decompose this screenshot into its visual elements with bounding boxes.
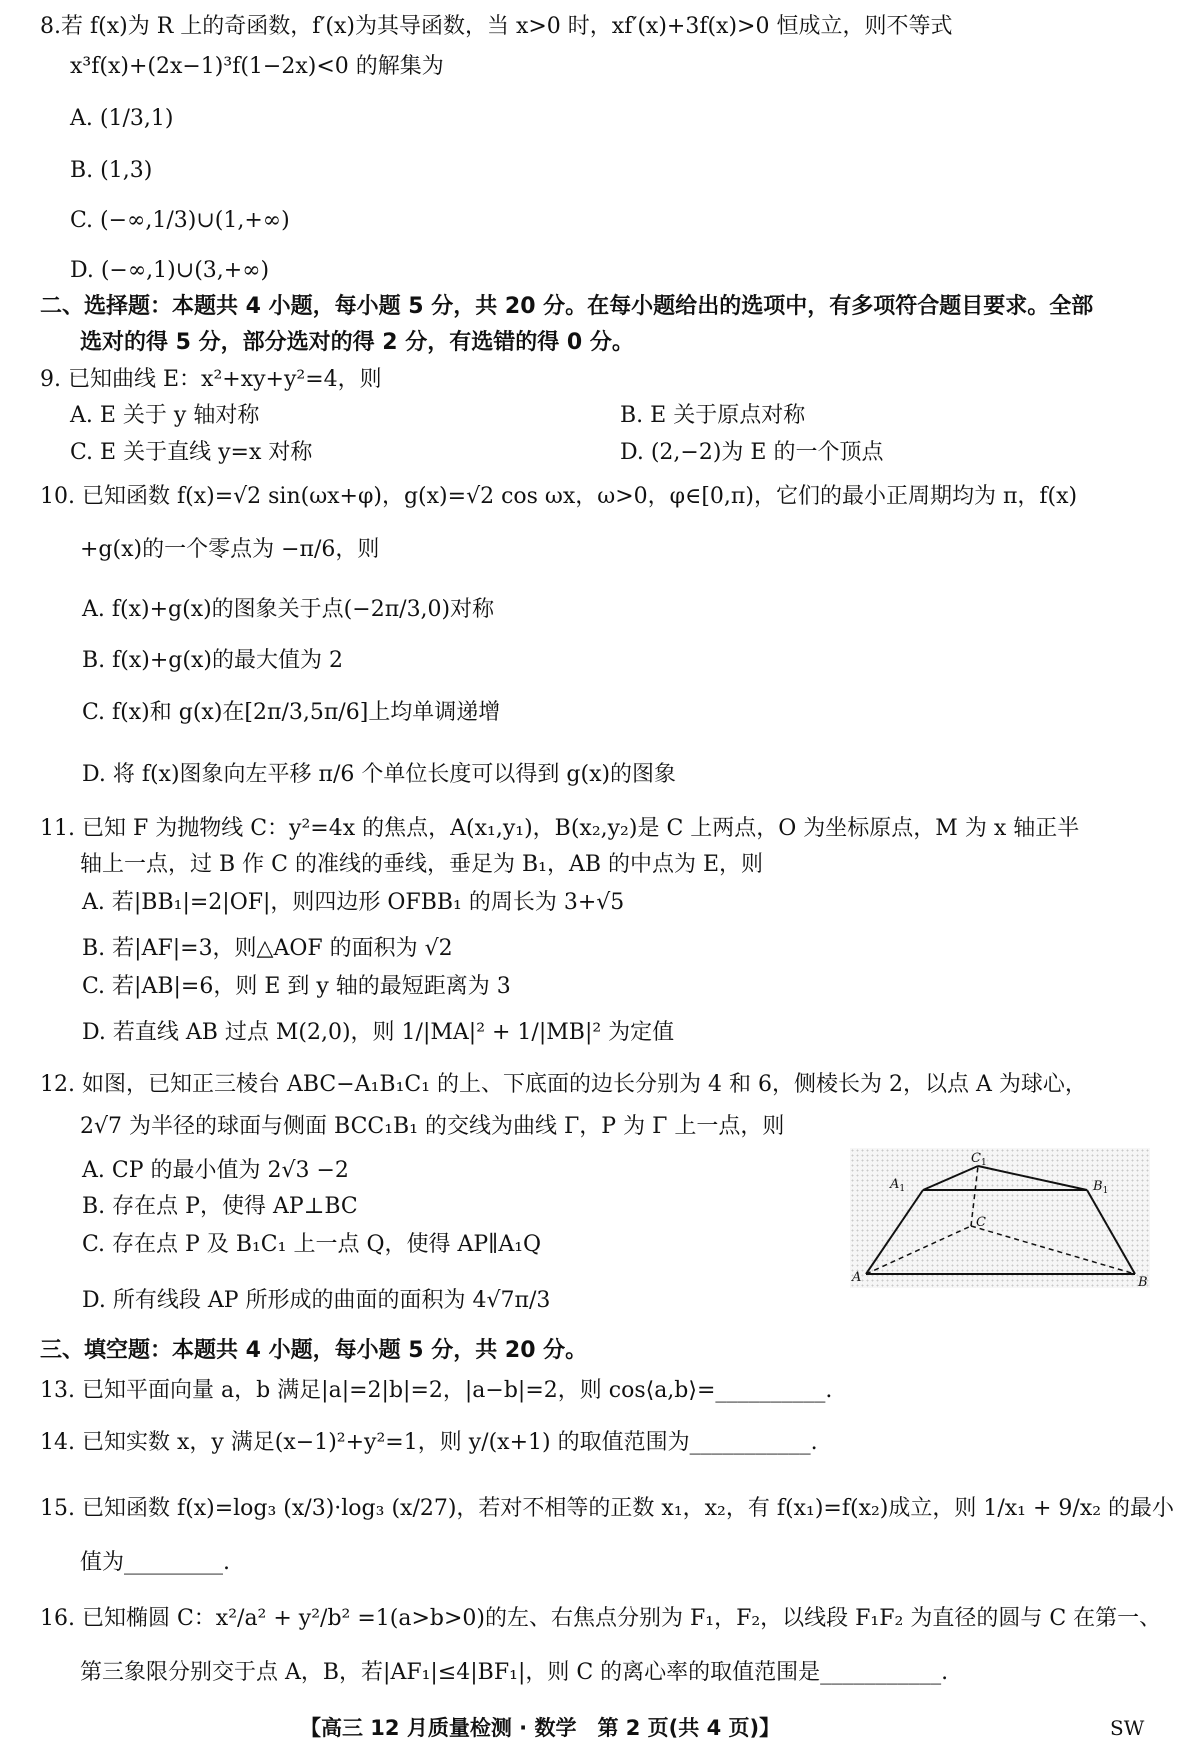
- q12-option-a: A. CP 的最小值为 2√3 −2: [82, 1158, 349, 1183]
- q11-option-d: D. 若直线 AB 过点 M(2,0)，则 1/|MA|² + 1/|MB|² 为定值: [82, 1020, 675, 1045]
- q11-stem-line2: 轴上一点，过 B 作 C 的准线的垂线，垂足为 B₁，AB 的中点为 E，则: [80, 852, 764, 877]
- q8-option-c: C. (−∞,1/3)∪(1,+∞): [70, 208, 290, 233]
- label-a: A: [852, 1270, 862, 1285]
- q12-stem-line2: 2√7 为半径的球面与侧面 BCC₁B₁ 的交线为曲线 Γ，P 为 Γ 上一点，则: [80, 1114, 785, 1139]
- q12-option-c: C. 存在点 P 及 B₁C₁ 上一点 Q，使得 AP∥A₁Q: [82, 1232, 542, 1257]
- q16-line2: 第三象限分别交于点 A，B，若|AF₁|≤4|BF₁|，则 C 的离心率的取值范围是___________.: [80, 1660, 949, 1685]
- q9-option-a: A. E 关于 y 轴对称: [70, 403, 260, 428]
- q8-option-a: A. (1/3,1): [70, 106, 174, 131]
- footer-code: SW: [1110, 1716, 1145, 1740]
- q14: 14. 已知实数 x，y 满足(x−1)²+y²=1，则 y/(x+1) 的取值范围为___________.: [40, 1430, 818, 1455]
- q9-option-c: C. E 关于直线 y=x 对称: [70, 440, 313, 465]
- q15-line2: 值为_________.: [80, 1550, 230, 1575]
- q12-option-b: B. 存在点 P，使得 AP⊥BC: [82, 1194, 358, 1219]
- q8-stem-line1: 8.若 f(x)为 R 上的奇函数，f′(x)为其导函数，当 x>0 时，xf′(x)+3f(x)>0 恒成立，则不等式: [40, 14, 953, 39]
- q9-stem: 9. 已知曲线 E：x²+xy+y²=4，则: [40, 367, 382, 392]
- q12-option-d: D. 所有线段 AP 所形成的曲面的面积为 4√7π/3: [82, 1288, 551, 1313]
- q10-option-c: C. f(x)和 g(x)在[2π/3,5π/6]上均单调递增: [82, 700, 501, 725]
- q13: 13. 已知平面向量 a，b 满足|a|=2|b|=2，|a−b|=2，则 cos⟨a,b⟩=__________.: [40, 1378, 833, 1403]
- q11-option-a: A. 若|BB₁|=2|OF|，则四边形 OFBB₁ 的周长为 3+√5: [82, 890, 625, 915]
- q11-option-b: B. 若|AF|=3，则△AOF 的面积为 √2: [82, 936, 453, 961]
- q8-option-b: B. (1,3): [70, 158, 153, 183]
- q9-option-d: D. (2,−2)为 E 的一个顶点: [620, 440, 884, 465]
- page-footer: 【高三 12 月质量检测 · 数学 第 2 页(共 4 页)】: [300, 1716, 781, 1740]
- q10-option-b: B. f(x)+g(x)的最大值为 2: [82, 648, 343, 673]
- section2-heading-line2: 选对的得 5 分，部分选对的得 2 分，有选错的得 0 分。: [80, 330, 634, 355]
- q12-stem-line1: 12. 如图，已知正三棱台 ABC−A₁B₁C₁ 的上、下底面的边长分别为 4 和 6，侧棱长为 2，以点 A 为球心，: [40, 1072, 1087, 1097]
- q8-stem-line2: x³f(x)+(2x−1)³f(1−2x)<0 的解集为: [70, 54, 444, 79]
- label-b: B: [1138, 1275, 1148, 1288]
- q11-option-c: C. 若|AB|=6，则 E 到 y 轴的最短距离为 3: [82, 974, 511, 999]
- q16-line1: 16. 已知椭圆 C：x²/a² + y²/b² =1(a>b>0)的左、右焦点分别为 F₁，F₂，以线段 F₁F₂ 为直径的圆与 C 在第一、: [40, 1606, 1162, 1631]
- label-b1: $B_1$: [1093, 1179, 1109, 1196]
- section3-heading: 三、填空题：本题共 4 小题，每小题 5 分，共 20 分。: [40, 1338, 588, 1363]
- q9-option-b: B. E 关于原点对称: [620, 403, 806, 428]
- q15-line1: 15. 已知函数 f(x)=log₃ (x/3)·log₃ (x/27)，若对不相等的正数 x₁，x₂，有 f(x₁)=f(x₂)成立，则 1/x₁ + 9/x₂ 的最小: [40, 1496, 1175, 1521]
- q10-option-d: D. 将 f(x)图象向左平移 π/6 个单位长度可以得到 g(x)的图象: [82, 762, 677, 787]
- label-c: C: [976, 1215, 986, 1230]
- q11-stem-line1: 11. 已知 F 为抛物线 C：y²=4x 的焦点，A(x₁,y₁)，B(x₂,y₂)是 C 上两点，O 为坐标原点，M 为 x 轴正半: [40, 816, 1080, 841]
- q10-option-a: A. f(x)+g(x)的图象关于点(−2π/3,0)对称: [82, 597, 495, 622]
- q10-stem-line1: 10. 已知函数 f(x)=√2 sin(ωx+φ)，g(x)=√2 cos ωx，ω>0，φ∈[0,π)，它们的最小正周期均为 π，f(x): [40, 484, 1078, 509]
- section2-heading-line1: 二、选择题：本题共 4 小题，每小题 5 分，共 20 分。在每小题给出的选项中，有多项符合题目要求。全部: [40, 294, 1094, 319]
- frustum-figure: [850, 1148, 1150, 1288]
- label-a1: $A_1$: [890, 1177, 906, 1194]
- q8-option-d: D. (−∞,1)∪(3,+∞): [70, 258, 270, 283]
- q10-stem-line2: +g(x)的一个零点为 −π/6，则: [80, 537, 380, 562]
- label-c1: $C_1$: [971, 1151, 987, 1168]
